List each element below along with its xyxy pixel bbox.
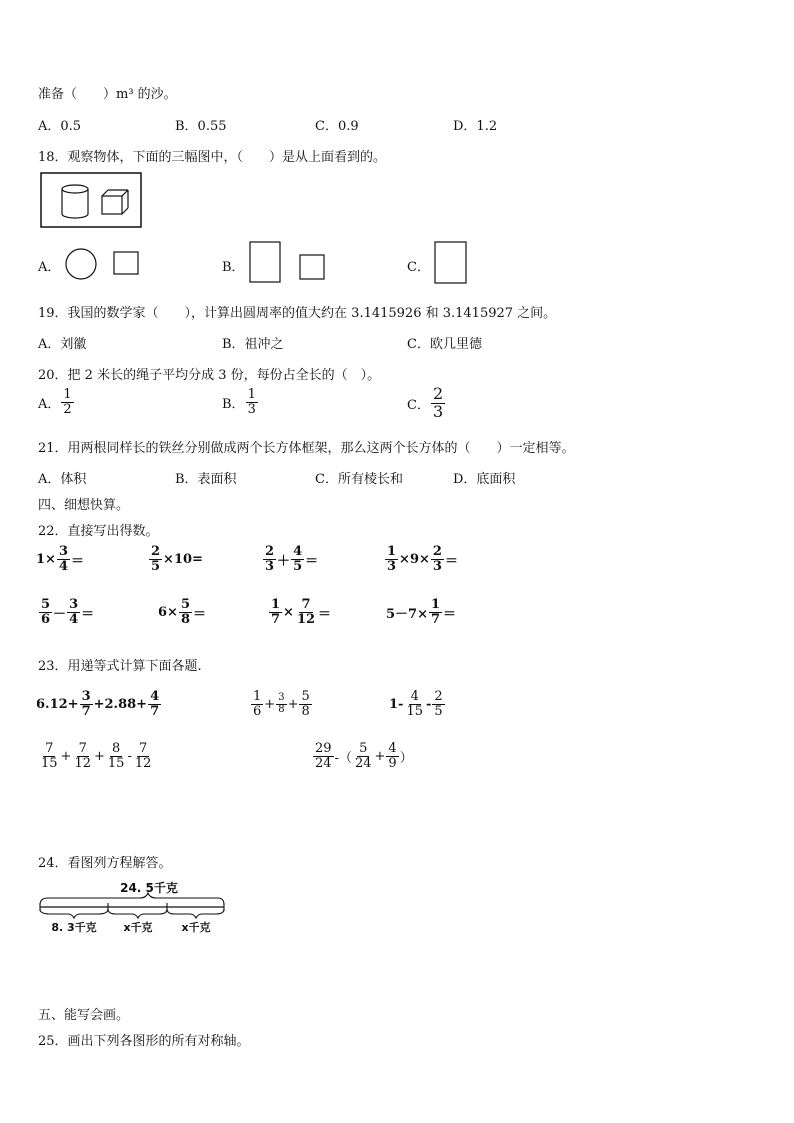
q18-object-figure: [40, 172, 144, 230]
q18-label-b: B．: [222, 260, 245, 275]
figure-frame: [41, 173, 141, 227]
q22-item-2: $\frac{2}{5}$ ×10=: [151, 544, 203, 574]
fraction: $\frac{1}{2}$: [63, 387, 72, 417]
q23-expr-4: $\frac{7}{15}$ + $\frac{7}{12}$ + $\frac{8}{15}$ - $\frac{7}{12}$: [41, 741, 152, 771]
section-5-heading: 五、能写会画。: [38, 1008, 130, 1023]
q23-expr-1: 6.12+ $\frac{3}{7}$ +2.88+ $\frac{4}{7}$: [36, 689, 160, 719]
fraction: $\frac{1}{3}$: [247, 387, 256, 417]
q22-item-4: $\frac{1}{3}$ ×9× $\frac{2}{3}$ ＝: [387, 544, 458, 574]
question-23: 23．用递等式计算下面各题.: [38, 659, 202, 674]
q20-option-b: B． $\frac{1}{3}$: [222, 387, 256, 417]
circle-shape: [66, 249, 96, 279]
square-shape: [300, 255, 324, 279]
part-label-3: x千克: [181, 921, 211, 934]
question-25: 25．画出下列各图形的所有对称轴。: [38, 1034, 250, 1049]
q18-option-a-view: [64, 248, 144, 280]
square-shape: [114, 252, 138, 274]
q21-option-b: B．表面积: [175, 472, 237, 487]
q24-line-diagram: [36, 878, 236, 936]
rectangle-shape: [435, 242, 466, 283]
q22-item-6: 6× $\frac{5}{8}$ ＝: [158, 597, 207, 627]
q18-option-b-view: [248, 240, 330, 284]
q17-option-d: D．1.2: [453, 119, 498, 134]
question-22: 22．直接写出得数。: [38, 524, 159, 539]
rectangle-shape: [250, 242, 280, 282]
q21-option-c: C．所有棱长和: [315, 472, 403, 487]
q18-label-c: C．: [407, 260, 430, 275]
question-19: 19．我国的数学家（ ），计算出圆周率的值大约在 3.1415926 和 3.1415927 之间。: [38, 306, 557, 321]
question-24: 24．看图列方程解答。: [38, 856, 172, 871]
q23-expr-2: $\frac{1}{6}$ + $\frac{3}{8}$ + $\frac{5}{8}$: [253, 689, 310, 719]
cylinder-shape: [62, 185, 88, 218]
q23-expr-3: 1- $\frac{4}{15}$ - $\frac{2}{5}$: [389, 689, 443, 719]
fraction: $\frac{2}{3}$: [432, 384, 444, 421]
q20-option-c: C． $\frac{2}{3}$: [407, 384, 444, 421]
question-21: 21．用两根同样长的铁丝分别做成两个长方体框架，那么这两个长方体的（ ）一定相等。: [38, 441, 575, 456]
q18-label-a: A．: [38, 260, 61, 275]
part-brace-2: [108, 909, 167, 918]
q21-option-a: A．体积: [38, 472, 87, 487]
q22-item-3: $\frac{2}{3}$ ＋ $\frac{4}{5}$ ＝: [265, 544, 319, 574]
question-17-tail: 准备（ ）m³ 的沙。: [38, 87, 177, 102]
part-label-2: x千克: [123, 921, 153, 934]
cube-shape: [102, 190, 128, 214]
q17-option-b: B．0.55: [175, 119, 227, 134]
q21-option-d: D．底面积: [453, 472, 516, 487]
q19-option-b: B．祖冲之: [222, 337, 284, 352]
question-18: 18．观察物体，下面的三幅图中，（ ）是从上面看到的。: [38, 150, 387, 165]
q19-option-a: A．刘徽: [38, 337, 87, 352]
q22-item-1: 1× $\frac{3}{4}$ ＝: [36, 544, 85, 574]
q20-option-a: A． $\frac{1}{2}$: [38, 387, 72, 417]
part-brace-3: [167, 909, 224, 918]
q19-option-c: C．欧几里德: [407, 337, 482, 352]
q22-item-5: $\frac{5}{6}$ － $\frac{3}{4}$ ＝: [41, 597, 95, 627]
q22-item-7: $\frac{1}{7}$ × $\frac{7}{12}$ ＝: [271, 597, 332, 627]
part-label-1: 8. 3千克: [51, 921, 97, 934]
total-weight-label: 24. 5千克: [120, 881, 178, 895]
q17-option-c: C．0.9: [315, 119, 359, 134]
q22-item-8: 5－7× $\frac{1}{7}$ ＝: [386, 597, 457, 627]
q17-option-a: A．0.5: [38, 119, 82, 134]
part-brace-1: [40, 909, 108, 918]
q23-expr-5: $\frac{29}{24}$ -（ $\frac{5}{24}$ + $\frac{4}{9}$ ）: [315, 741, 413, 771]
q18-option-c-view: [433, 240, 473, 286]
question-20: 20．把 2 米长的绳子平均分成 3 份，每份占全长的（ ）。: [38, 368, 381, 383]
section-4-heading: 四、细想快算。: [38, 498, 130, 513]
